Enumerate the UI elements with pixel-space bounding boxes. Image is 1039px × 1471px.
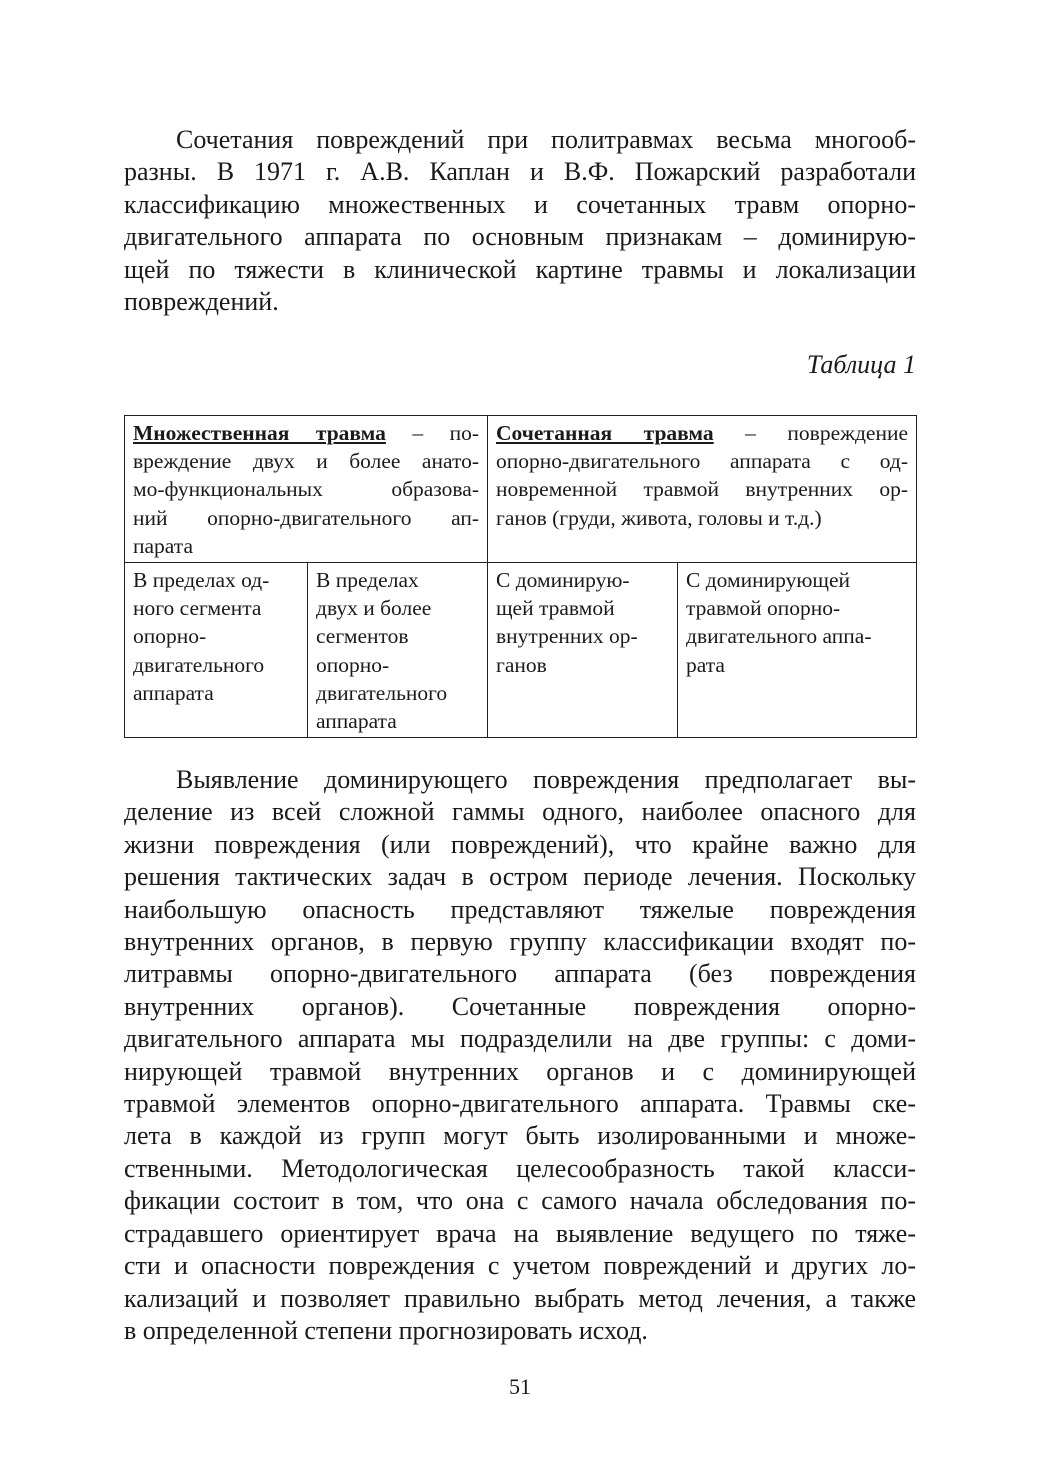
cell-line: парата — [133, 533, 193, 558]
cell-line: С доминирующей — [686, 568, 851, 593]
paragraph-intro — [124, 124, 916, 318]
text-line: классификацию множественных и сочетанных травм опорно- — [124, 189, 916, 219]
term-multiple-trauma: Множественная травма — [133, 421, 386, 445]
cell-line: новременной травмой внутренних ор- — [496, 477, 908, 502]
subcell-dominant-internal — [488, 563, 678, 738]
cell-line: мо-функциональных образова- — [133, 477, 479, 502]
text-line: травмой элементов опорно-двигательного аппарата. Травмы ске- — [124, 1089, 916, 1119]
cell-line: двигательного — [316, 680, 448, 705]
cell-line: двигательного — [133, 652, 265, 677]
cell-line: опорно- — [133, 624, 207, 649]
cell-line: аппарата — [316, 709, 397, 734]
text-line: разны. В 1971 г. А.В. Каплан и В.Ф. Пожарский разработали — [124, 157, 916, 187]
cell-line: В пределах од- — [133, 568, 270, 593]
cell-line: внутренних ор- — [496, 624, 638, 649]
text-line: повреждений. — [124, 287, 279, 317]
text-line: наибольшую опасность представляют тяжелые повреждения — [124, 894, 916, 924]
cell-line: рата — [686, 652, 725, 677]
text-line: жизни повреждения (или повреждений), что крайне важно для — [124, 829, 916, 859]
cell-line: ганов (груди, живота, головы и т.д.) — [496, 505, 822, 530]
text-line: деление из всей сложной гаммы одного, наиболее опасного для — [124, 797, 916, 827]
text-line: в определенной степени прогнозировать исход. — [124, 1315, 648, 1345]
cell-line: опорно- — [316, 652, 390, 677]
cell-line: ного сегмента — [133, 596, 262, 621]
cell-line: Множественная травма – по- — [133, 421, 479, 445]
cell-line: ганов — [496, 652, 547, 677]
text-line: щей по тяжести в клинической картине травмы и локализации — [124, 254, 916, 284]
text-line: внутренних органов, в первую группу классификации входят по- — [124, 927, 916, 957]
paragraph-dominant-injury — [124, 764, 916, 1347]
text-line: лета в каждой из групп могут быть изолированными и множе- — [124, 1121, 916, 1151]
text-line: Выявление доминирующего повреждения предполагает вы- — [176, 765, 916, 794]
cell-line: двигательного аппа- — [686, 624, 872, 649]
cell-line: С доминирую- — [496, 568, 630, 593]
table-subcategory-row — [125, 563, 917, 738]
cell-line: травмой опорно- — [686, 596, 841, 621]
text-line: нирующей травмой внутренних органов и с доминирующей — [124, 1056, 916, 1086]
cell-line: Сочетанная травма – повреждение — [496, 421, 908, 445]
cell-line: сегментов — [316, 624, 409, 649]
table-caption: Таблица 1 — [806, 350, 916, 379]
text-line: Сочетания повреждений при политравмах весьма многооб- — [176, 125, 916, 154]
subcell-dominant-musculoskeletal — [678, 563, 917, 738]
header-cell-combined-trauma — [488, 416, 917, 563]
text-line: сти и опасности повреждения с учетом повреждений и других ло- — [124, 1251, 916, 1281]
cell-line: ний опорно-двигательного ап- — [133, 505, 479, 530]
cell-line: щей травмой — [496, 596, 615, 621]
text-line: литравмы опорно-двигательного аппарата (без повреждения — [124, 959, 916, 989]
classification-table — [124, 415, 917, 738]
cell-line: опорно-двигательного аппарата с од- — [496, 449, 908, 474]
text-line: кализаций и позволяет правильно выбрать метод лечения, а также — [124, 1283, 916, 1313]
cell-line: В пределах — [316, 568, 419, 593]
subcell-multiple-segments — [308, 563, 488, 738]
text-line: двигательного аппарата по основным признакам – доминирую- — [124, 222, 916, 252]
cell-line: двух и более — [316, 596, 432, 621]
text-line: внутренних органов). Сочетанные повреждения опорно- — [124, 991, 916, 1021]
text-line: ственными. Методологическая целесообразность такой класси- — [124, 1153, 916, 1183]
page-number: 51 — [509, 1374, 531, 1399]
text-line: двигательного аппарата мы подразделили на две группы: с доми- — [124, 1024, 916, 1054]
text-line: решения тактических задач в остром периоде лечения. Поскольку — [124, 862, 916, 892]
page-content — [124, 124, 916, 1399]
text-line: фикации состоит в том, что она с самого начала обследования по- — [124, 1186, 916, 1216]
text-line: страдавшего ориентирует врача на выявление ведущего по тяже- — [124, 1218, 916, 1248]
cell-line: вреждение двух и более анато- — [133, 449, 479, 474]
term-combined-trauma: Сочетанная травма — [496, 421, 714, 445]
subcell-single-segment — [125, 563, 308, 738]
table-header-row — [125, 416, 917, 563]
cell-line: аппарата — [133, 680, 214, 705]
header-cell-multiple-trauma — [125, 416, 488, 563]
